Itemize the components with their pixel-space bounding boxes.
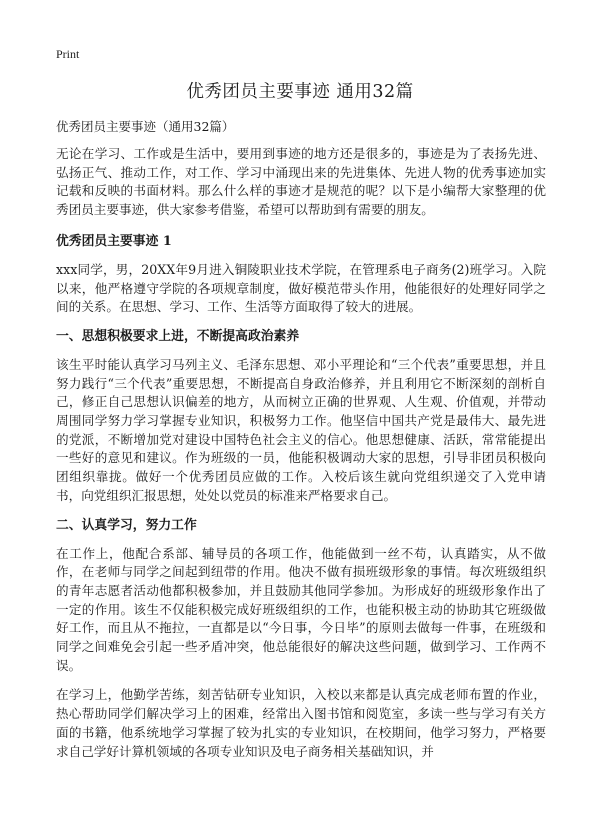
intro-paragraph: 无论在学习、工作或是生活中，要用到事迹的地方还是很多的，事迹是为了表扬先进、弘扬正气、推动工作，对工作、学习中涌现出来的先进集体、先进人物的优秀事迹加实记载和反映的书面材料。那么什么样的事迹才是规范的呢？以下是小编帮大家整理的优秀团员主要事迹，供大家参考借鉴，希望可以帮助到有需要的朋友。 [56,146,546,218]
student-intro-paragraph: xxx同学，男，20XX年9月进入铜陵职业技术学院，在管理系电子商务(2)班学习。入院以来，他严格遵守学院的各项规章制度，做好模范带头作用，他能很好的处理好同学之间的关系。在思想、学习、工作、生活等方面取得了较大的进展。 [56,261,546,315]
section-title: 优秀团员主要事迹 1 [56,233,172,249]
document-body [56,118,546,772]
page-title: 优秀团员主要事迹 通用32篇 [186,82,414,102]
print-link[interactable]: Print [56,47,80,61]
work-paragraph: 在工作上，他配合系部、辅导员的各项工作，他能做到一丝不苟，认真踏实，从不做作，在老师与同学之间起到纽带的作用。他决不做有损班级形象的事情。每次班级组织的青年志愿者活动他都积极参加，并且鼓励其他同学参加。为形成好的班级形象作出了一定的作用。该生不仅能积极完成好班级组织的工作，也能积极主动的协助其它班级做好工作，而且从不拖拉，一直都是以“今日事，今日毕”的原则去做每一件事，在班级和同学之间难免会引起一些矛盾冲突，他总能很好的解决这些问题，做到学习、工作两不误。 [56,545,546,673]
study-paragraph: 在学习上，他勤学苦练，刻苦钻研专业知识，入校以来都是认真完成老师布置的作业，热心帮助同学们解决学习上的困难，经常出入图书馆和阅览室，多读一些与学习有关方面的书籍，他系统地学习掌握了较为扎实的专业知识，在校期间，他学习努力，严格要求自己学好计算机领域的各项专业知识及电子商务相关基础知识，并 [56,687,546,759]
document-subtitle: 优秀团员主要事迹（通用32篇） [56,119,235,134]
political-thought-paragraph: 该生平时能认真学习马列主义、毛泽东思想、邓小平理论和“三个代表”重要思想，并且努力践行“三个代表”重要思想，不断提高自身政治修养，并且利用它不断深刻的剖析自己，修正自己思想认识偏差的地方，从而树立正确的世界观、人生观、价值观，并带动周围同学努力学习掌握专业知识，积极努力工作。他坚信中国共产党是最伟大、最先进的党派，不断增加党对建设中国特色社会主义的信心。他思想健康、活跃，常常能提出一些好的意见和建议。作为班级的一员，他能积极调动大家的思想，引导非团员积极向团组织靠拢。做好一个优秀团员应做的工作。入校后该生就向党组织递交了入党申请书，向党组织汇报思想，处处以党员的标准来严格要求自己。 [56,356,546,503]
heading-political-thought: 一、思想积极要求上进，不断提高政治素养 [56,328,300,344]
heading-study-and-work: 二、认真学习，努力工作 [56,517,197,533]
